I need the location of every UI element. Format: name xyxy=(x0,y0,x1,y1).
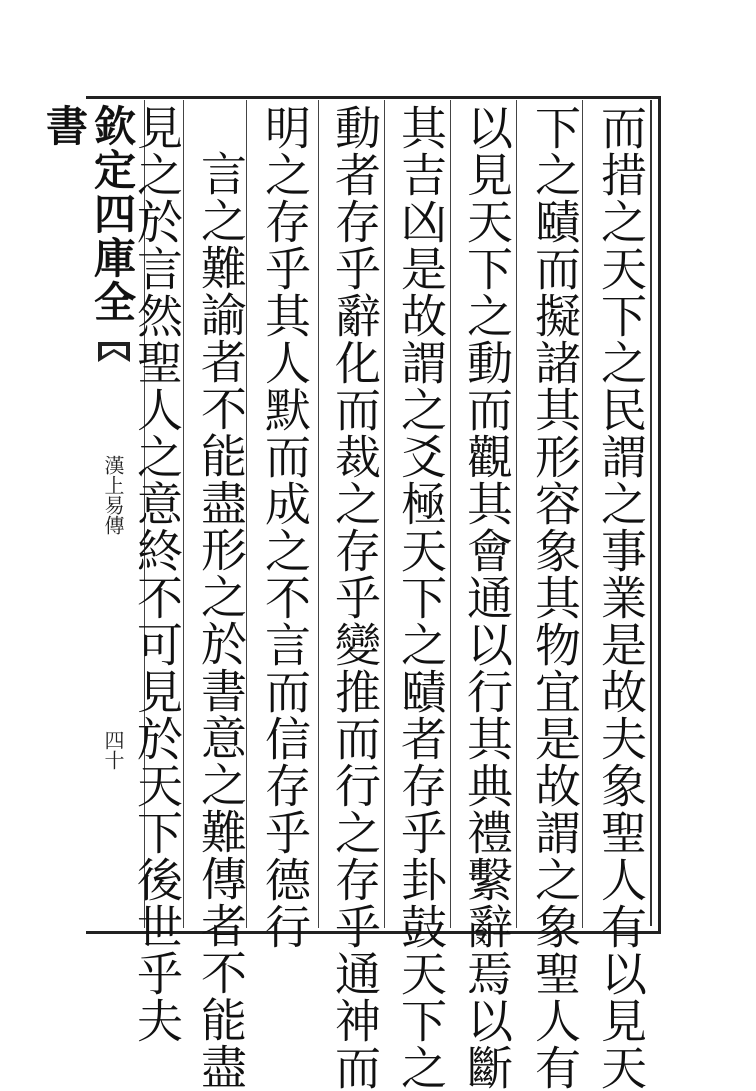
text-column-1: 而措之天下之民謂之事業是故夫象聖人有以見天 xyxy=(594,104,648,1091)
text-column-7: 言之難諭者不能盡形之於書意之難傳者不能盡 xyxy=(194,150,248,1090)
collection-title: 欽定四庫全書 xyxy=(40,104,137,324)
page-number: 四十 xyxy=(101,730,125,770)
text-column-5: 動者存乎辭化而裁之存乎變推而行之存乎通神而 xyxy=(328,104,382,1091)
text-column-8: 見之於言然聖人之意終不可見於天下後世乎夫 xyxy=(130,104,184,1044)
book-title: 漢上易傳 xyxy=(101,455,125,535)
text-column-6: 明之存乎其人默而成之不言而信存乎德行 xyxy=(258,104,312,950)
text-column-2: 下之賾而擬諸其形容象其物宜是故謂之象聖人有 xyxy=(528,104,582,1091)
text-column-3: 以見天下之動而觀其會通以行其典禮繫辭焉以斷 xyxy=(460,104,514,1091)
text-column-4: 其吉凶是故謂之爻極天下之賾者存乎卦鼓天下之 xyxy=(394,104,448,1091)
column-rule xyxy=(318,100,319,928)
